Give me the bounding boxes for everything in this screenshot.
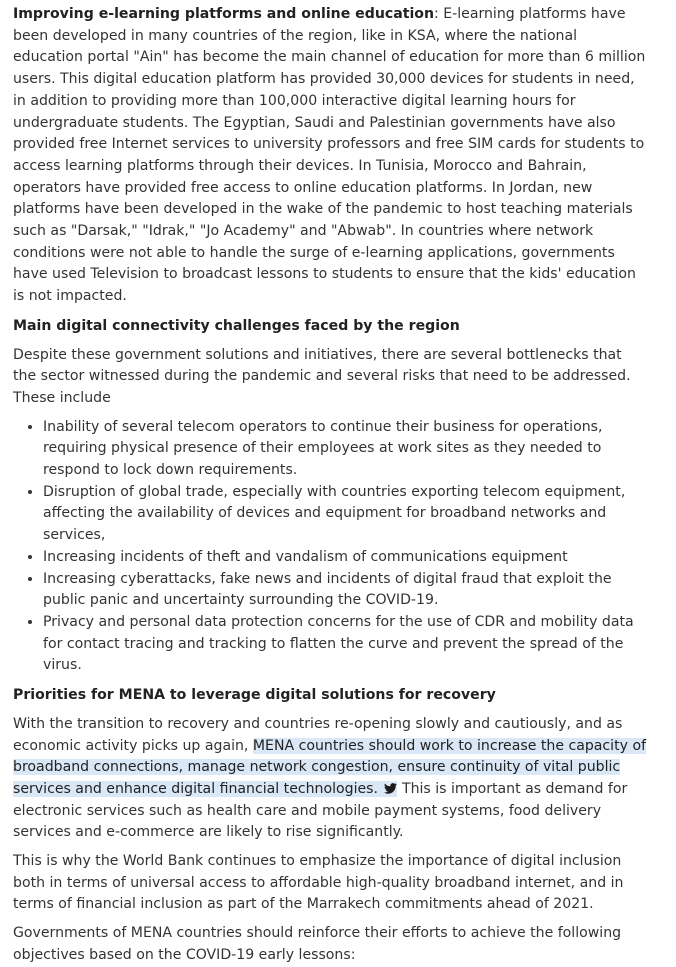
elearning-body: : E-learning platforms have been developed in many countries of the region, like in KSA, where the national education portal "Ain" has become the main channel of education for more than 6 million users. This digital education platform has provided 30,000 devices for students in need, in addition to providing more than 100,000 interactive digital learning hours for undergraduate students. The Egyptian, Saudi and Palestinian governments have also provided free Internet services to university professors and free SIM cards for students to access learning platforms through their devices. In Tunisia, Morocco and Bahrain, operators have provided free access to online education platforms. In Jordan, new platforms have been developed in the wake of the pandemic to host teaching materials such as "Darsak," "Idrak," "Jo Academy" and "Abwab". In countries where network conditions were not able to handle the surge of e-learning applications, governments have used Television to broadcast lessons to students to ensure that the kids' education is not impacted.: [13, 6, 646, 305]
elearning-lead: Improving e-learning platforms and online education: [13, 6, 435, 22]
challenges-heading: Main digital connectivity challenges faced by the region: [13, 317, 460, 334]
list-item: • Disruption of global trade, especially with countries exporting telecom equipment, affecting the availability of devices and equipment for broadband networks and services,: [43, 482, 648, 547]
list-item: • Privacy and personal data protection concerns for the use of CDR and mobility data for contact tracing and tracking to flatten the curve and prevent the spread of the virus.: [43, 612, 648, 677]
twitter-bird-icon[interactable]: [384, 783, 397, 794]
list-item: • Increasing cyberattacks, fake news and incidents of digital fraud that exploit the public panic and uncertainty surrounding the COVID-19.: [43, 569, 648, 612]
priorities-text-after: This is important as demand for electronic services such as health care and mobile payment systems, food delivery services and e-commerce are likely to rise significantly.: [13, 780, 628, 841]
priorities-paragraph: [13, 714, 648, 844]
priorities-heading: Priorities for MENA to leverage digital solutions for recovery: [13, 687, 496, 704]
objectives-paragraph: Governments of MENA countries should reinforce their efforts to achieve the following objectives based on the COVID-19 early lessons:: [13, 925, 622, 963]
priorities-text-before: With the transition to recovery and countries re-opening slowly and cautiously, and as economic activity picks up again,: [13, 715, 623, 754]
list-item: • Increasing incidents of theft and vandalism of communications equipment: [43, 547, 648, 569]
elearning-paragraph: [13, 4, 648, 308]
tweet-quote-text: MENA countries should work to increase the capacity of broadband connections, manage network congestion, ensure continuity of vital public services and enhance digital financial technologies.: [13, 737, 647, 797]
challenges-intro: Despite these government solutions and initiatives, there are several bottlenecks that the sector witnessed during the pandemic and several risks that need to be addressed. These include: [13, 346, 631, 406]
challenges-list: [13, 417, 648, 677]
list-item: • Inability of several telecom operators to continue their business for operations, requiring physical presence of their employees at work sites as they needed to respond to lock down requirements.: [43, 417, 648, 482]
world-bank-paragraph: This is why the World Bank continues to emphasize the importance of digital inclusion both in terms of universal access to affordable high-quality broadband internet, and in terms of financial inclusion as part of the Marrakech commitments ahead of 2021.: [13, 853, 624, 913]
